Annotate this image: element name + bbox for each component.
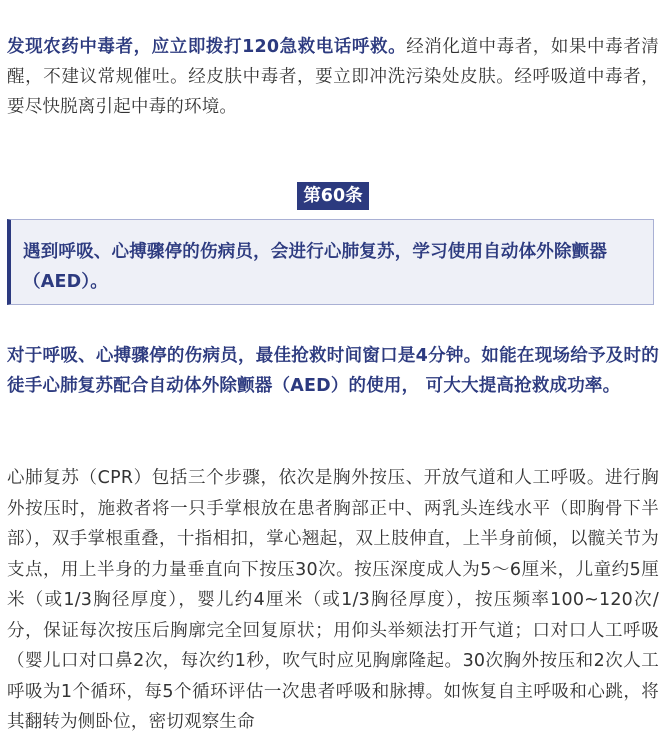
key-point-paragraph: 对于呼吸、心搏骤停的伤病员，最佳抢救时间窗口是4分钟。如能在现场给予及时的徒手心肺复苏配合自动体外除颤器（AED）的使用， 可大大提高抢救成功率。 [7, 346, 659, 396]
article-summary-box [7, 219, 654, 305]
cpr-detail-paragraph: 心肺复苏（CPR）包括三个步骤，依次是胸外按压、开放气道和人工呼吸。进行胸外按压时，施救者将一只手掌根放在患者胸部正中、两乳头连线水平（即胸骨下半部），双手掌根重叠，十指相扣，掌心翘起，双上肢伸直，上半身前倾，以髋关节为支点，用上半身的力量垂直向下按压30次。按压深度成人为5～6厘米，儿童约5厘米（或1/3胸径厚度），婴儿约4厘米（或1/3胸径厚度），按压频率100~120次/分，保证每次按压后胸廓完全回复原状；用仰头举颏法打开气道；口对口人工呼吸（婴儿口对口鼻2次，每次约1秒，吹气时应见胸廓隆起。30次胸外按压和2次人工呼吸为1个循环，每5个循环评估一次患者呼吸和脉搏。如恢复自主呼吸和心跳，将其翻转为侧卧位，密切观察生命 [7, 468, 659, 732]
intro-text: 经消化道中毒者，如果中毒者清醒，不建议常规催吐。经皮肤中毒者，要立即冲洗污染处皮肤。经呼吸道中毒者，要尽快脱离引起中毒的环境。 [7, 37, 659, 117]
article-title-row [0, 182, 666, 210]
intro-paragraph [7, 32, 659, 122]
article-summary-text: 遇到呼吸、心搏骤停的伤病员，会进行心肺复苏，学习使用自动体外除颤器（AED）。 [23, 242, 608, 292]
article-number-heading: 第60条 [297, 182, 368, 210]
intro-emphasis: 发现农药中毒者，应立即拨打120急救电话呼救。 [7, 37, 407, 57]
